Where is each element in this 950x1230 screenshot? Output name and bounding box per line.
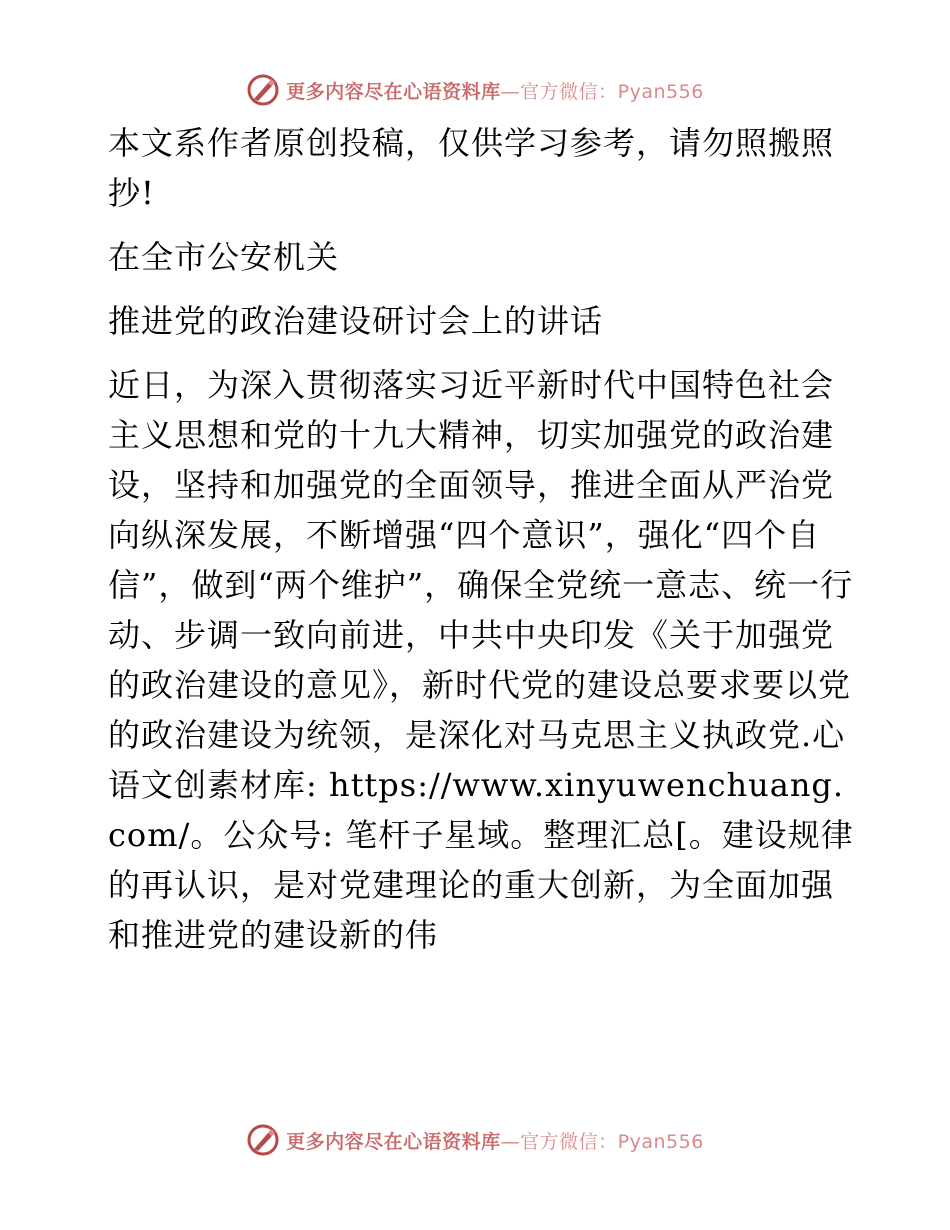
title-line-1: 在全市公安机关	[108, 238, 340, 276]
watermark-contact: —官方微信：Pyan556	[500, 1130, 704, 1153]
body-paragraph: 近日，为深入贯彻落实习近平新时代中国特色社会主义思想和党的十九大精神，切实加强党的政治建设，坚持和加强党的全面领导，推进全面从严治党向纵深发展，不断增强“四个意识”，强化“四个自信”，做到“两个维护”，确保全党统一意志、统一行动、步调一致向前进，中共中央印发《关于加强党的政治建设的意见》，新时代党的建设总要求要以党的政治建设为统领，是深化对马克思主义执政党.心语文创素材库: https://www.xinyuwenchuang.com/。公众号: 笔杆子星域。整理汇总[。建设规律的再认识，是对党建理论的重大创新，为全面加强和推进党的建设新的伟	[108, 366, 854, 954]
watermark-text	[286, 77, 704, 104]
watermark-text	[286, 1127, 704, 1154]
document-content	[96, 118, 856, 974]
footer-watermark	[0, 1120, 950, 1160]
watermark-brand: 更多内容尽在心语资料库	[286, 1130, 501, 1153]
watermark-brand: 更多内容尽在心语资料库	[286, 80, 501, 103]
copyright-notice: 本文系作者原创投稿，仅供学习参考，请勿照搬照抄!	[108, 124, 835, 212]
watermark-contact: —官方微信：Pyan556	[500, 80, 704, 103]
header-watermark	[0, 70, 950, 110]
pen-seal-icon	[246, 1123, 280, 1157]
title-line-2: 推进党的政治建设研讨会上的讲话	[108, 302, 604, 340]
pen-seal-icon	[246, 73, 280, 107]
